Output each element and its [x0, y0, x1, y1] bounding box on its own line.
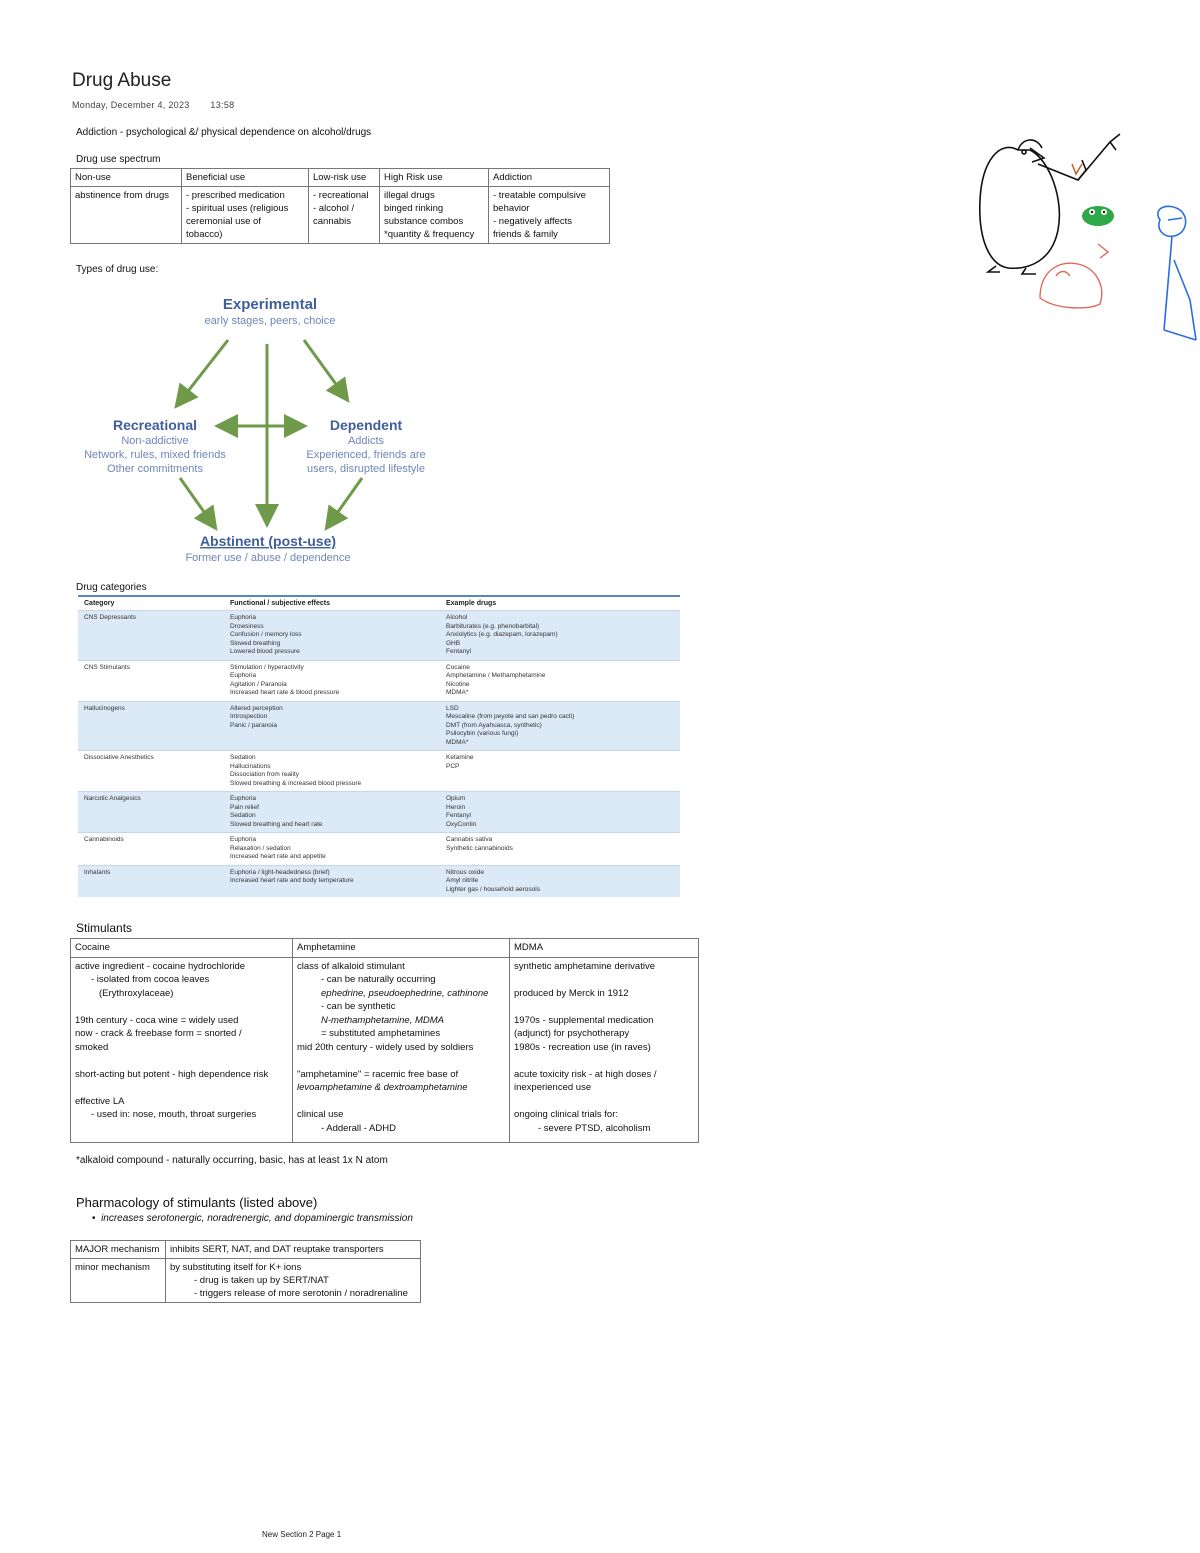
- effect-line: Increased heart rate and appetite: [230, 853, 326, 860]
- example-line: MDMA*: [446, 689, 469, 696]
- effect-line: Lowered blood pressure: [230, 648, 300, 655]
- dependent-line: Experienced, friends are: [306, 449, 426, 461]
- addiction-definition: Addiction - psychological &/ physical dependence on alcohol/drugs: [76, 127, 372, 138]
- page-title: Drug Abuse: [72, 70, 172, 91]
- cocaine-cell: [71, 957, 293, 1142]
- cocaine-line: smoked: [75, 1041, 109, 1053]
- mdma-line: produced by Merck in 1912: [514, 987, 629, 999]
- amphetamine-line: [297, 1054, 505, 1068]
- category-effects: [230, 869, 446, 895]
- mdma-line: [514, 1095, 694, 1109]
- dependent-line: users, disrupted lifestyle: [307, 463, 425, 475]
- spectrum-header: Beneficial use: [182, 169, 309, 187]
- amphetamine-line: clinical use: [297, 1109, 344, 1120]
- effect-line: Altered perception: [230, 704, 283, 712]
- amphetamine-line: - can be naturally occurring: [321, 974, 436, 985]
- example-line: DMT (from Ayahuasca, synthetic): [446, 721, 542, 729]
- category-examples: [446, 705, 680, 748]
- category-effects: [230, 614, 446, 657]
- amphetamine-line: "amphetamine" = racemic free base of: [297, 1068, 459, 1080]
- example-line: Anxiolytics (e.g. diazepam, lorazepam): [446, 631, 558, 638]
- dependent-title: Dependent: [329, 417, 403, 433]
- cocaine-line: active ingredient - cocaine hydrochloride: [75, 960, 246, 972]
- spectrum-header: High Risk use: [380, 169, 489, 187]
- example-line: PCP: [446, 762, 460, 770]
- effect-line: Euphoria: [230, 672, 257, 679]
- spectrum-header: Non-use: [71, 169, 182, 187]
- date-text: Monday, December 4, 2023: [72, 100, 190, 110]
- amphetamine-line: [297, 1095, 505, 1109]
- stimulants-header-cocaine: Cocaine: [71, 939, 293, 958]
- example-line: GHB: [446, 639, 461, 647]
- cocaine-line: (Erythroxylaceae): [99, 987, 174, 999]
- stimulants-heading: Stimulants: [76, 921, 133, 935]
- stimulants-header-row: [71, 939, 699, 958]
- spectrum-line: tobacco): [186, 229, 223, 240]
- spectrum-line: cannabis: [313, 216, 352, 227]
- effect-line: Slowed breathing: [230, 639, 281, 647]
- categories-body: [78, 610, 680, 897]
- stimulants-table: [70, 938, 699, 1143]
- example-line: Opium: [446, 795, 466, 802]
- spectrum-line: - treatable compulsive: [493, 190, 586, 201]
- recreational-line: Other commitments: [107, 463, 203, 475]
- category-row: [78, 701, 680, 751]
- amphetamine-line: levoamphetamine & dextroamphetamine: [297, 1082, 468, 1093]
- spectrum-cell-addiction: [489, 187, 610, 244]
- spectrum-line: *quantity & frequency: [384, 229, 475, 240]
- amphetamine-line: = substituted amphetamines: [321, 1028, 441, 1039]
- amphetamine-line: - can be synthetic: [321, 1001, 396, 1012]
- effect-line: Agitation / Paranoia: [230, 680, 287, 688]
- amphetamine-line: - Adderall - ADHD: [321, 1122, 396, 1134]
- category-name: Narcotic Analgesics: [84, 795, 141, 802]
- mdma-line: synthetic amphetamine derivative: [514, 960, 655, 972]
- effect-line: Increased heart rate & blood pressure: [230, 689, 340, 696]
- recreational-title: Recreational: [112, 417, 198, 433]
- mdma-line: [514, 973, 694, 987]
- spectrum-line: behavior: [493, 203, 530, 214]
- mdma-line: (adjunct) for psychotherapy: [514, 1028, 630, 1039]
- spectrum-line: - prescribed medication: [186, 190, 285, 201]
- mdma-line: ongoing clinical trials for:: [514, 1109, 619, 1120]
- effect-line: Euphoria / light-headedness (brief): [230, 868, 330, 876]
- alkaloid-footnote: *alkaloid compound - naturally occurring, basic, has at least 1x N atom: [76, 1155, 388, 1166]
- categories-header: Example drugs: [446, 600, 497, 607]
- category-name: Inhalants: [84, 868, 111, 876]
- example-line: Nitrous oxide: [446, 868, 484, 876]
- major-mechanism-row: [71, 1241, 421, 1259]
- arrow-exp-to-rec: [178, 340, 228, 404]
- example-line: Amphetamine / Methamphetamine: [446, 672, 546, 679]
- experimental-title: Experimental: [222, 296, 318, 313]
- abstinent-title: Abstinent (post-use): [199, 533, 337, 549]
- cocaine-line: [75, 1054, 288, 1068]
- cocaine-line: - used in: nose, mouth, throat surgeries: [91, 1109, 257, 1120]
- bullet-dot: •: [92, 1213, 102, 1224]
- effect-line: Stimulation / hyperactivity: [230, 663, 304, 671]
- pharmacology-bullet: [92, 1212, 413, 1225]
- cocaine-line: 19th century - coca wine = widely used: [75, 1014, 239, 1026]
- category-examples: [446, 869, 680, 895]
- mechanism-table: [70, 1240, 421, 1303]
- effect-line: Sedation: [230, 812, 256, 819]
- minor-mechanism-line: by substituting itself for K+ ions: [170, 1262, 302, 1273]
- stimulants-header-amphetamine: Amphetamine: [293, 939, 510, 958]
- spectrum-line: - negatively affects: [493, 216, 573, 227]
- cocaine-line: short-acting but potent - high dependence risk: [75, 1068, 269, 1080]
- frog-doodle: [1082, 206, 1114, 226]
- example-line: Cannabis sativa: [446, 836, 493, 843]
- example-line: Alcohol: [446, 614, 468, 621]
- spectrum-line: - alcohol /: [313, 203, 355, 214]
- minor-mechanism-line: - triggers release of more serotonin / noradrenaline: [194, 1288, 408, 1299]
- spectrum-cell-beneficial: [182, 187, 309, 244]
- category-name: CNS Depressants: [84, 614, 137, 621]
- amphetamine-line: mid 20th century - widely used by soldiers: [297, 1041, 474, 1053]
- effect-line: Slowed breathing and heart rate: [230, 820, 323, 828]
- category-examples: [446, 664, 680, 698]
- cocaine-line: - isolated from cocoa leaves: [91, 974, 210, 985]
- mdma-line: 1980s - recreation use (in raves): [514, 1041, 651, 1053]
- stimulants-body-row: [71, 957, 699, 1142]
- abstinent-sub: Former use / abuse / dependence: [185, 552, 351, 564]
- category-examples: [446, 795, 680, 829]
- category-name: Cannabinoids: [84, 836, 124, 843]
- arrow-dep-to-abs: [328, 478, 362, 526]
- minor-mechanism-value: [166, 1259, 421, 1303]
- spectrum-header-row: [71, 169, 610, 187]
- categories-header: Category: [84, 600, 115, 607]
- page-date: [72, 100, 234, 110]
- amphetamine-line: class of alkaloid stimulant: [297, 960, 405, 972]
- category-name: Hallucinogens: [84, 704, 125, 712]
- category-examples: [446, 754, 680, 788]
- category-row: [78, 791, 680, 832]
- spectrum-cell-lowrisk: [309, 187, 380, 244]
- example-line: Fentanyl: [446, 648, 471, 655]
- mdma-line: acute toxicity risk - at high doses /: [514, 1068, 657, 1080]
- example-line: Amyl nitrite: [446, 877, 479, 884]
- minor-mechanism-line: - drug is taken up by SERT/NAT: [194, 1275, 329, 1286]
- spectrum-line: abstinence from drugs: [75, 190, 169, 201]
- effect-line: Increased heart rate and body temperature: [230, 877, 354, 884]
- example-line: LSD: [446, 704, 459, 712]
- effect-line: Confusion / memory loss: [230, 631, 302, 638]
- category-examples: [446, 614, 680, 657]
- spectrum-header: Addiction: [489, 169, 610, 187]
- example-line: Psilocybin (various fungi): [446, 730, 519, 737]
- spectrum-body-row: [71, 187, 610, 244]
- amphetamine-cell: [293, 957, 510, 1142]
- category-name: CNS Stimulants: [84, 663, 130, 671]
- recreational-line: Non-addictive: [121, 435, 189, 447]
- category-row: [78, 750, 680, 791]
- effect-line: Sedation: [230, 754, 256, 761]
- cocaine-line: [75, 1081, 288, 1095]
- spectrum-line: binged rinking: [384, 203, 444, 214]
- spectrum-cell-nonuse: [71, 187, 182, 244]
- example-line: OxyContin: [446, 820, 477, 828]
- stimulants-header-mdma: MDMA: [510, 939, 699, 958]
- example-line: Mescaline (from peyote and san pedro cacti): [446, 713, 575, 720]
- pharmacology-heading: Pharmacology of stimulants (listed above): [76, 1195, 318, 1210]
- spectrum-line: substance combos: [384, 216, 464, 227]
- effect-line: Dissociation from reality: [230, 771, 299, 778]
- pharmacology-bullet-text: increases serotonergic, noradrenergic, and dopaminergic transmission: [101, 1213, 413, 1224]
- drug-use-types-diagram: [60, 280, 480, 570]
- time-text: 13:58: [210, 100, 235, 110]
- category-effects: [230, 795, 446, 829]
- example-line: Heroin: [446, 803, 466, 811]
- spectrum-header: Low-risk use: [309, 169, 380, 187]
- categories-label: Drug categories: [76, 582, 147, 593]
- drug-categories-table: [78, 595, 680, 897]
- mdma-line: inexperienced use: [514, 1082, 592, 1093]
- arrow-exp-to-dep: [304, 340, 346, 398]
- major-mechanism-label: MAJOR mechanism: [71, 1241, 166, 1259]
- mdma-line: - severe PTSD, alcoholism: [538, 1122, 651, 1134]
- category-examples: [446, 836, 680, 862]
- example-line: Nicotine: [446, 680, 470, 688]
- spectrum-line: friends & family: [493, 229, 558, 240]
- penguin-doodle: [980, 134, 1120, 274]
- mdma-line: [514, 1054, 694, 1068]
- spectrum-line: ceremonial use of: [186, 216, 261, 227]
- mdma-cell: [510, 957, 699, 1142]
- category-row: [78, 610, 680, 660]
- example-line: Ketamine: [446, 754, 474, 761]
- spectrum-line: - spiritual uses (religious: [186, 203, 289, 214]
- cocaine-line: [75, 1000, 288, 1014]
- example-line: Cocaine: [446, 663, 470, 671]
- spectrum-line: illegal drugs: [384, 190, 435, 201]
- effect-line: Pain relief: [230, 803, 259, 811]
- category-row: [78, 660, 680, 701]
- cocaine-line: effective LA: [75, 1095, 125, 1107]
- categories-header: Functional / subjective effects: [230, 600, 330, 607]
- categories-header-row: [78, 595, 680, 610]
- doodle-sketch: [960, 120, 1200, 350]
- effect-line: Euphoria: [230, 614, 257, 621]
- amphetamine-line: ephedrine, pseudoephedrine, cathinone: [321, 987, 489, 999]
- cocaine-line: now - crack & freebase form = snorted /: [75, 1028, 242, 1039]
- effect-line: Euphoria: [230, 795, 257, 802]
- effect-line: Panic / paranoia: [230, 721, 277, 729]
- category-row: [78, 865, 680, 898]
- mdma-line: 1970s - supplemental medication: [514, 1014, 654, 1026]
- drug-use-spectrum-table: [70, 168, 610, 244]
- spectrum-label: Drug use spectrum: [76, 154, 161, 165]
- types-label: Types of drug use:: [76, 264, 159, 275]
- recreational-line: Network, rules, mixed friends: [84, 449, 226, 461]
- blue-figure-doodle: [1158, 206, 1196, 340]
- page-footer: New Section 2 Page 1: [262, 1530, 342, 1539]
- dependent-line: Addicts: [347, 435, 385, 447]
- spectrum-cell-highrisk: [380, 187, 489, 244]
- arrow-rec-to-abs: [180, 478, 214, 526]
- category-name: Dissociative Anesthetics: [84, 754, 154, 761]
- spectrum-line: - recreational: [313, 190, 369, 201]
- effect-line: Euphoria: [230, 836, 257, 843]
- effect-line: Introspection: [230, 713, 268, 720]
- minor-mechanism-row: [71, 1259, 421, 1303]
- minor-mechanism-label: minor mechanism: [71, 1259, 166, 1303]
- effect-line: Hallucinations: [230, 762, 271, 770]
- mdma-line: [514, 1000, 694, 1014]
- pink-blob-doodle: [1040, 244, 1108, 308]
- category-effects: [230, 754, 446, 788]
- slingshot-doodle: [1072, 164, 1082, 174]
- major-mechanism-value: inhibits SERT, NAT, and DAT reuptake transporters: [166, 1241, 421, 1259]
- experimental-sub: early stages, peers, choice: [204, 315, 336, 327]
- category-effects: [230, 836, 446, 862]
- example-line: MDMA*: [446, 738, 469, 746]
- example-line: Lighter gas / household aerosols: [446, 885, 540, 893]
- category-effects: [230, 664, 446, 698]
- effect-line: Slowed breathing & increased blood pressure: [230, 779, 362, 787]
- category-effects: [230, 705, 446, 748]
- effect-line: Drowsiness: [230, 622, 264, 630]
- amphetamine-line: N-methamphetamine, MDMA: [321, 1014, 445, 1026]
- example-line: Fentanyl: [446, 812, 471, 819]
- example-line: Barbiturates (e.g. phenobarbital): [446, 622, 540, 630]
- category-row: [78, 832, 680, 865]
- example-line: Synthetic cannabinoids: [446, 844, 513, 852]
- effect-line: Relaxation / sedation: [230, 844, 291, 852]
